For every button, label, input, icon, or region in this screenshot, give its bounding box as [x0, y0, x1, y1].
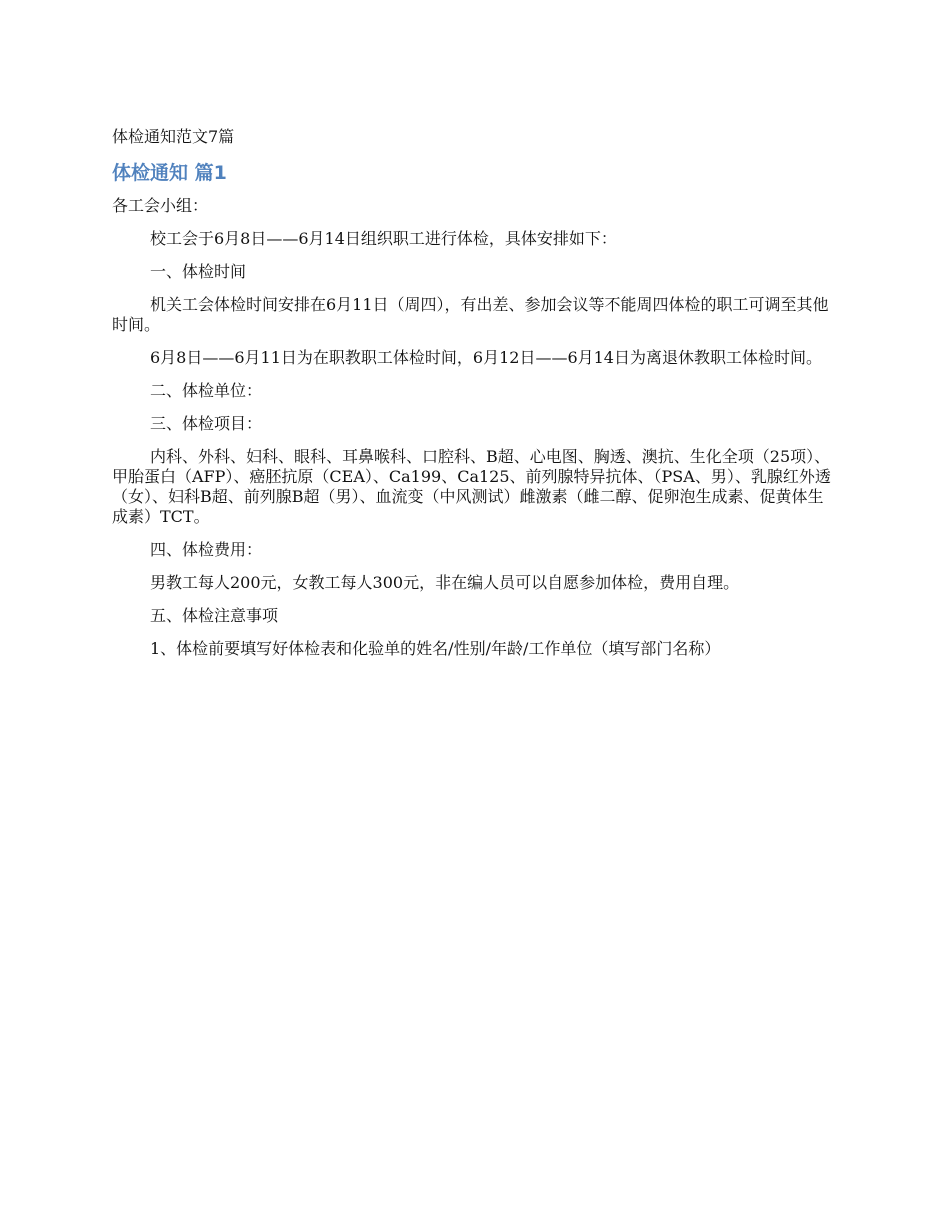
paragraph-time-schedule: 6月8日——6月11日为在职教职工体检时间，6月12日——6月14日为离退休教职工体检时间。	[150, 348, 822, 367]
paragraph-intro: 校工会于6月8日——6月14日组织职工进行体检，具体安排如下：	[150, 229, 617, 248]
document-page	[112, 126, 836, 672]
subheading-unit: 二、体检单位：	[150, 381, 263, 400]
subheading-notes: 五、体检注意事项	[150, 606, 279, 625]
subheading-fees: 四、体检费用：	[150, 540, 263, 559]
paragraph-fees: 男教工每人200元，女教工每人300元，非在编人员可以自愿参加体检，费用自理。	[150, 573, 740, 592]
document-title: 体检通知范文7篇	[112, 127, 235, 146]
paragraph-note-1: 1、体检前要填写好体检表和化验单的姓名/性别/年龄/工作单位（填写部门名称）	[150, 639, 721, 658]
paragraph-time-office: 机关工会体检时间安排在6月11日（周四），有出差、参加会议等不能周四体检的职工可调至其他时间。	[112, 295, 829, 334]
subheading-items: 三、体检项目：	[150, 414, 263, 433]
salutation: 各工会小组：	[112, 196, 209, 215]
subheading-time: 一、体检时间	[150, 262, 247, 281]
section-heading: 体检通知 篇1	[112, 162, 227, 184]
paragraph-items-list: 内科、外科、妇科、眼科、耳鼻喉科、口腔科、B超、心电图、胸透、澳抗、生化全项（25项）、甲胎蛋白（AFP）、癌胚抗原（CEA）、Ca199、Ca125、前列腺特异抗体、（PSA、男）、乳腺红外透（女）、妇科B超、前列腺B超（男）、血流变（中风测试）雌激素（雌二醇、促卵泡生成素、促黄体生成素）TCT。	[112, 447, 831, 526]
